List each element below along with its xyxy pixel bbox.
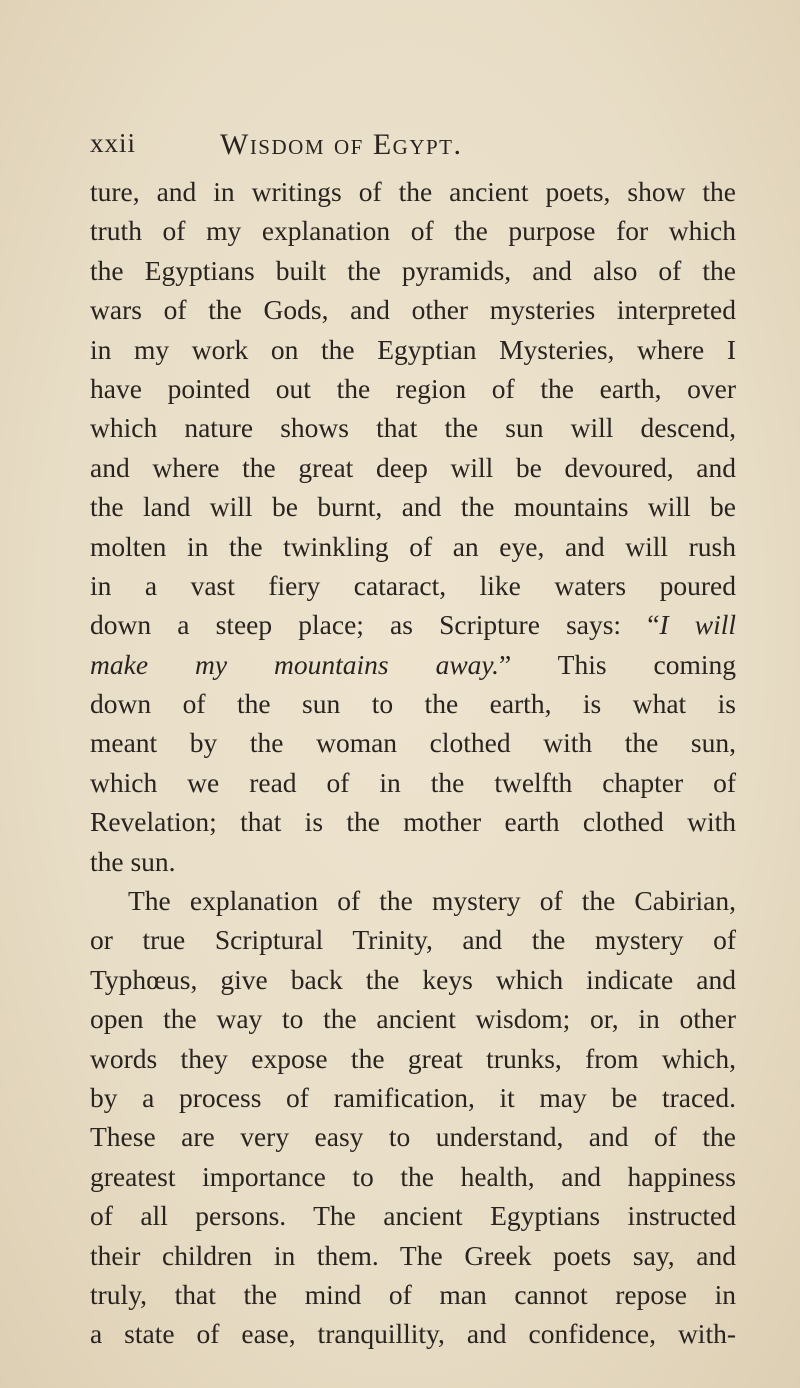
text-line: Revelation; that is the mother earth clothed with — [90, 806, 736, 838]
text-line: a state of ease, tranquillity, and confidence, with- — [90, 1318, 736, 1350]
text-line: which nature shows that the sun will descend, — [90, 412, 736, 444]
text-line: open the way to the ancient wisdom; or, in other — [90, 1003, 736, 1035]
text-line: down of the sun to the earth, is what is — [90, 688, 736, 720]
body-text — [90, 172, 736, 1354]
text-line: the sun. — [90, 845, 176, 877]
text-line: the land will be burnt, and the mountains will be — [90, 491, 736, 523]
text-line: The explanation of the mystery of the Cabirian, — [128, 885, 736, 917]
text-line: These are very easy to understand, and of the — [90, 1121, 736, 1153]
text-line: wars of the Gods, and other mysteries interpreted — [90, 294, 736, 326]
text-line: truly, that the mind of man cannot repose in — [90, 1278, 736, 1310]
scripture-quote: I will — [659, 609, 737, 641]
text-line: in a vast fiery cataract, like waters poured — [90, 569, 736, 601]
text-line: the Egyptians built the pyramids, and also of the — [90, 254, 736, 286]
text-line: truth of my explanation of the purpose for which — [90, 215, 736, 247]
text-line: Typhœus, give back the keys which indicate and — [90, 963, 736, 995]
page-header — [90, 128, 730, 168]
text-line: greatest importance to the health, and happiness — [90, 1160, 736, 1192]
paragraph — [90, 172, 736, 881]
paragraph — [90, 881, 736, 1354]
text-line — [90, 605, 736, 644]
text-line: ture, and in writings of the ancient poets, show the — [90, 176, 736, 207]
text-line: which we read of in the twelfth chapter of — [90, 766, 736, 798]
text-line: words they expose the great trunks, from which, — [90, 1042, 736, 1074]
text-line: of all persons. The ancient Egyptians instructed — [90, 1200, 736, 1232]
text-line — [90, 645, 736, 684]
text-line: by a process of ramification, it may be traced. — [90, 1081, 736, 1113]
text-line: their children in them. The Greek poets say, and — [90, 1239, 736, 1271]
text-line: have pointed out the region of the earth, over — [90, 372, 736, 404]
text-line: in my work on the Egyptian Mysteries, where I — [90, 333, 736, 365]
text-line: and where the great deep will be devoured, and — [90, 451, 736, 483]
text-line: or true Scriptural Trinity, and the mystery of — [90, 924, 736, 956]
running-head: Wisdom of Egypt. — [220, 128, 463, 161]
text-segment: ” This coming — [498, 648, 736, 680]
page-number: xxii — [90, 128, 137, 158]
text-line: meant by the woman clothed with the sun, — [90, 727, 736, 759]
text-segment: down a steep place; as Scripture says: “ — [90, 609, 660, 641]
text-line: molten in the twinkling of an eye, and will rush — [90, 530, 736, 562]
scripture-quote: make my mountains away. — [90, 648, 499, 680]
